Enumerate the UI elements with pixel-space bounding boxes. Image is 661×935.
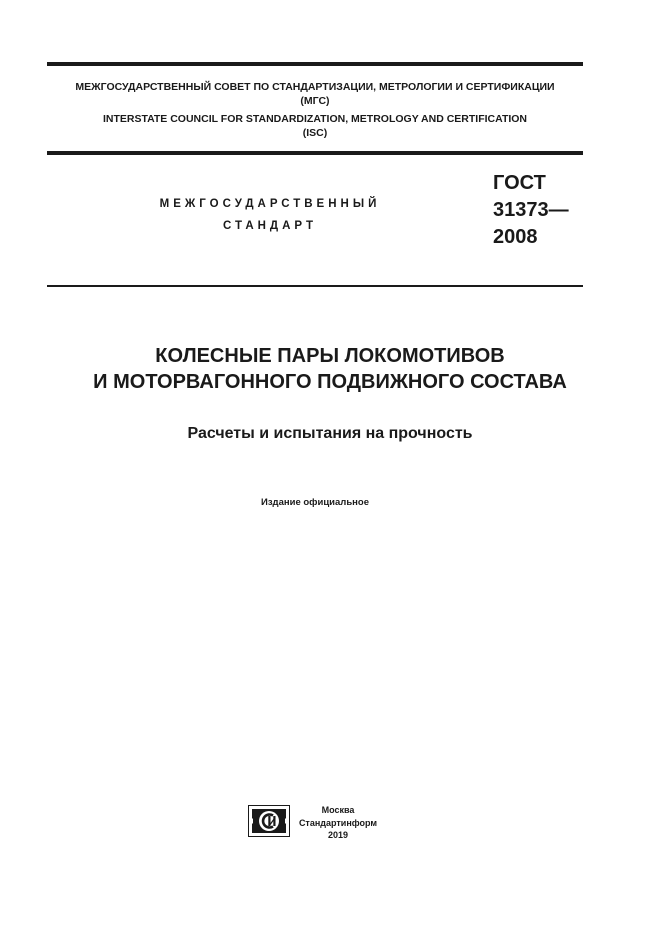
document-title-line1: КОЛЕСНЫЕ ПАРЫ ЛОКОМОТИВОВ [155,345,505,367]
document-title-line2: И МОТОРВАГОННОГО ПОДВИЖНОГО СОСТАВА [93,371,567,393]
document-title [47,343,613,395]
publisher-year: 2019 [327,830,349,840]
edition-note: Издание официальное [261,497,369,508]
gost-label: ГОСТ [493,172,546,194]
gost-code: 31373— [493,199,569,221]
council-abbr-en: (ISC) [302,127,328,139]
lower-rule [47,285,583,287]
middle-rule [47,151,583,155]
standard-kind-line2: СТАНДАРТ [223,220,317,232]
document-subtitle: Расчеты и испытания на прочность [187,425,473,442]
publisher-info [288,804,388,842]
top-rule [47,62,583,66]
council-name-ru-line1: МЕЖГОСУДАРСТВЕННЫЙ СОВЕТ ПО СТАНДАРТИЗАЦИИ, МЕТРОЛОГИИ И СЕРТИФИКАЦИИ [75,81,555,93]
standartinform-logo-icon [248,805,290,837]
standard-kind-line1: МЕЖГОСУДАРСТВЕННЫЙ [159,198,381,210]
publisher-city: Москва [321,805,355,815]
gost-year: 2008 [493,226,538,248]
council-name-ru [47,80,583,108]
council-abbr-ru: (МГС) [300,95,330,107]
standard-kind [130,193,410,237]
gost-number [493,170,569,251]
council-name-en-line1: INTERSTATE COUNCIL FOR STANDARDIZATION, METROLOGY AND CERTIFICATION [102,113,528,125]
council-name-en [47,112,583,140]
publisher-name: Стандартинформ [298,817,378,828]
